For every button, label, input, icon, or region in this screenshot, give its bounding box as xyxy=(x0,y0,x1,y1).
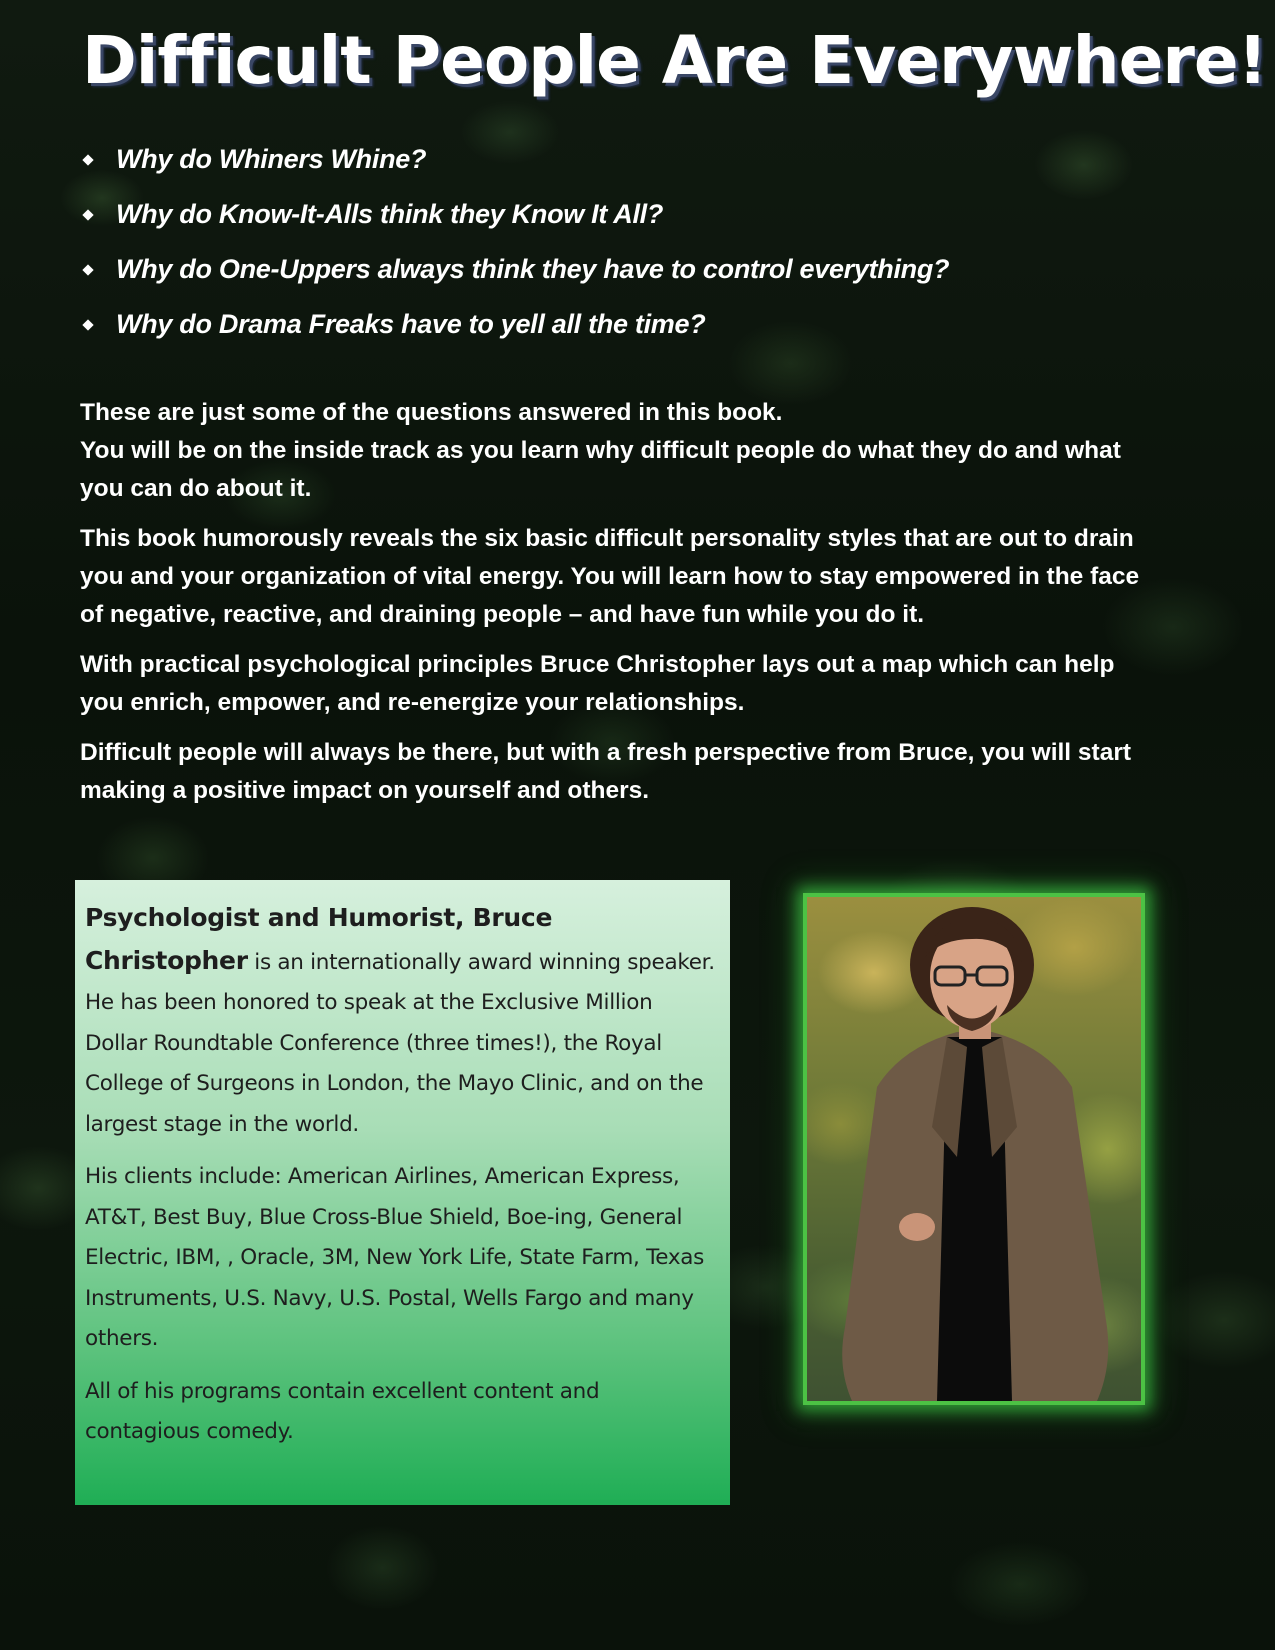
list-item xyxy=(78,242,949,297)
bio-intro-rest: is an internationally award winning speaker. He has been honored to speak at the Exclusive Million Dollar Roundtable Conference (three times!), the Royal College of Surgeons in London, the Mayo Clinic, and on the largest stage in the world. xyxy=(85,949,715,1137)
intro-paragraph-personality: This book humorously reveals the six basic difficult personality styles that are out to drain you and your organization of vital energy. You will learn how to stay empowered in the face of negative, reactive, and draining people – and have fun while you do it. xyxy=(80,525,1140,628)
intro-paragraph-principles: With practical psychological principles Bruce Christopher lays out a map which can help you enrich, empower, and re-energize your relationships. xyxy=(80,651,1115,716)
author-portrait-illustration xyxy=(807,897,1141,1401)
intro-line-2: You will be on the inside track as you learn why difficult people do what they do and what you can do about it. xyxy=(80,437,1121,502)
intro-text xyxy=(80,394,1160,822)
intro-paragraph-perspective: Difficult people will always be there, but with a fresh perspective from Bruce, you will start making a positive impact on yourself and others. xyxy=(80,739,1132,804)
question-text: Why do Whiners Whine? xyxy=(116,144,427,174)
author-bio-box xyxy=(75,880,730,1505)
bio-paragraph-clients: His clients include: American Airlines, American Express, AT&T, Best Buy, Blue Cross-Blue Shield, Boe-ing, General Electric, IBM, , Oracle, 3M, New York Life, State Farm, Texas Instruments, U.S. Navy, U.S. Postal, Wells Fargo and many others. xyxy=(85,1164,705,1351)
question-list xyxy=(78,132,949,352)
author-photo xyxy=(803,893,1145,1405)
question-text: Why do One-Uppers always think they have to control everything? xyxy=(116,254,950,284)
question-text: Why do Drama Freaks have to yell all the time? xyxy=(116,309,706,339)
bio-paragraph-programs: All of his programs contain excellent content and contagious comedy. xyxy=(85,1378,600,1444)
list-item xyxy=(78,132,949,187)
question-text: Why do Know-It-Alls think they Know It All? xyxy=(116,199,664,229)
bio-lead: Psychologist and Humorist, Bruce Christopher xyxy=(85,903,553,975)
diamond-bullet-icon xyxy=(82,264,93,275)
diamond-bullet-icon xyxy=(82,209,93,220)
diamond-bullet-icon xyxy=(82,154,93,165)
intro-line-1: These are just some of the questions answered in this book. xyxy=(80,399,783,426)
list-item xyxy=(78,297,949,352)
diamond-bullet-icon xyxy=(82,319,93,330)
bio-paragraph-intro xyxy=(85,898,720,1145)
list-item xyxy=(78,187,949,242)
page-title: Difficult People Are Everywhere! xyxy=(82,22,1267,99)
